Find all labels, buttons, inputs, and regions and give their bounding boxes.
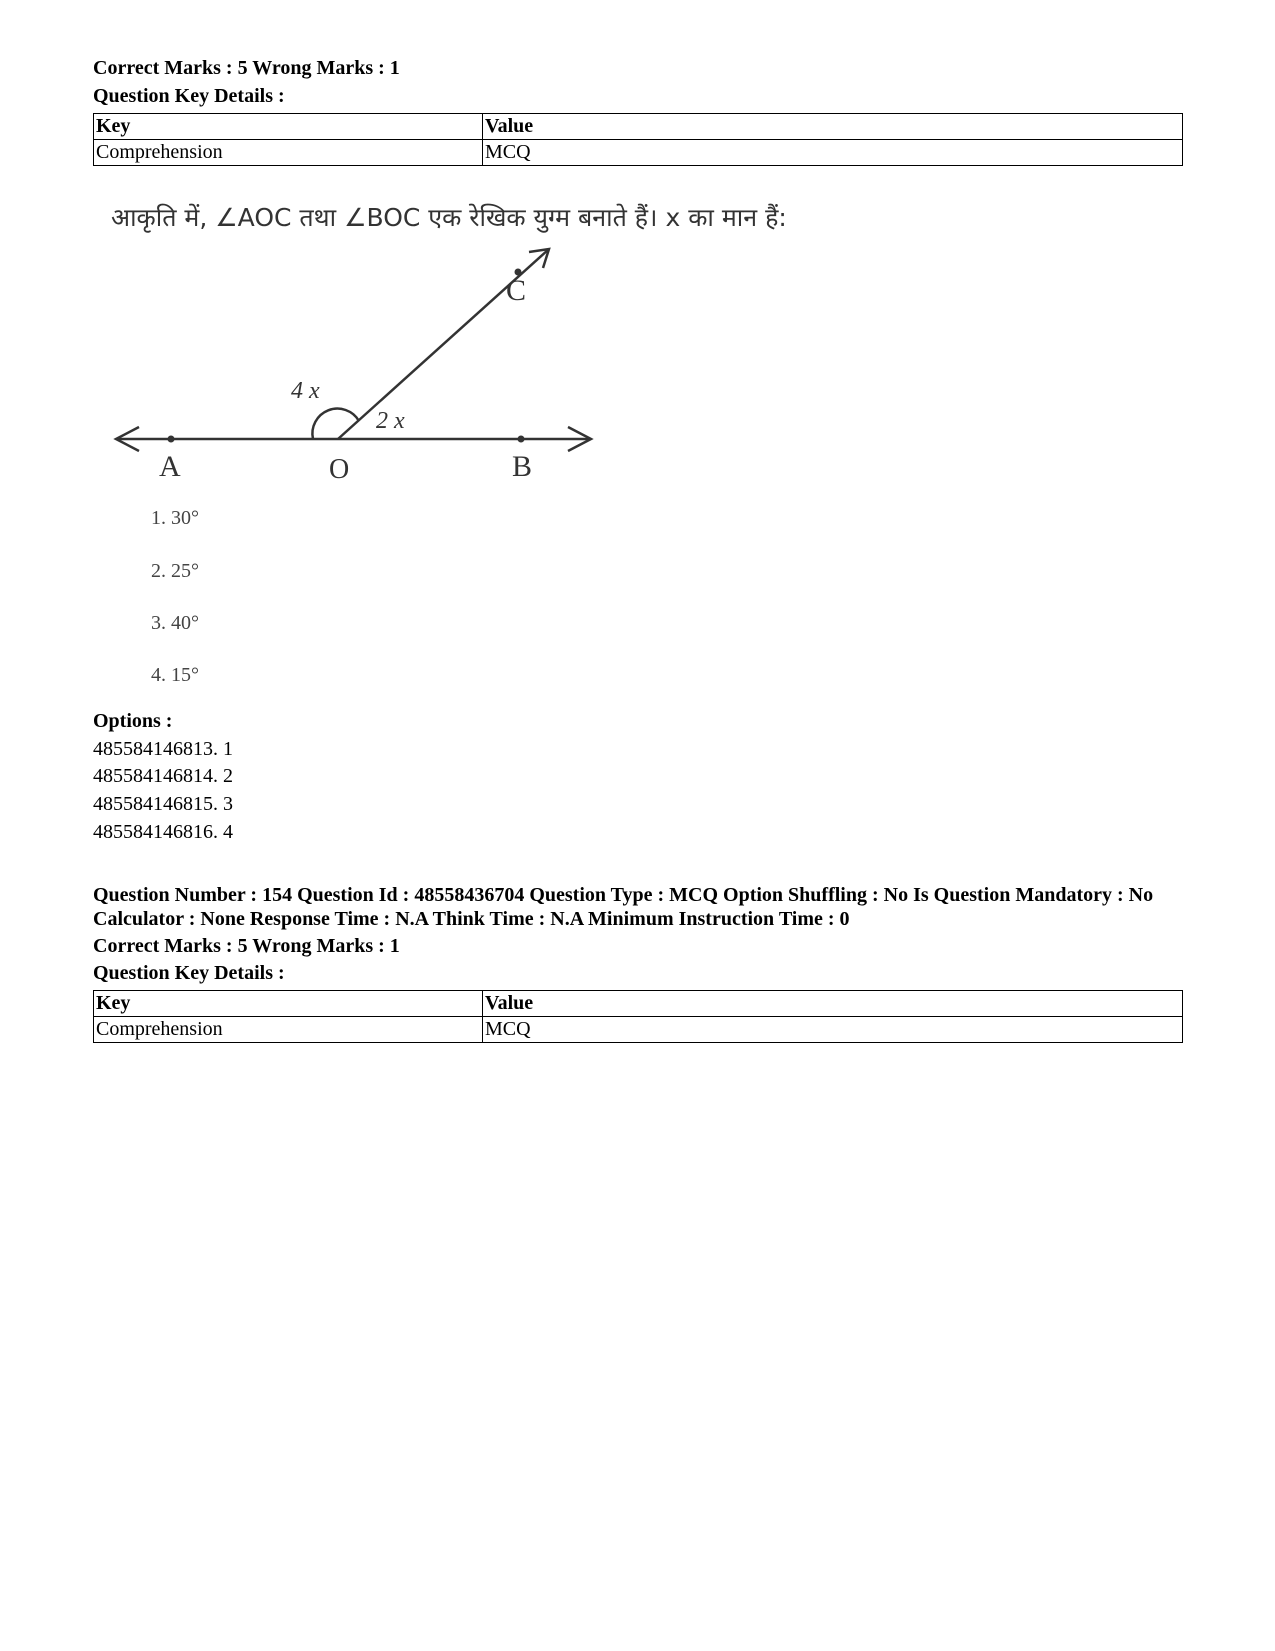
- option-item: 485584146814. 2: [93, 765, 233, 787]
- label-angle-2x: 2 x: [376, 408, 405, 434]
- option-item: 485584146813. 1: [93, 738, 233, 760]
- table-header-row: [94, 114, 1183, 140]
- choice-item: 4. 15°: [151, 664, 199, 686]
- correct-wrong-marks: Correct Marks : 5 Wrong Marks : 1: [93, 57, 400, 79]
- table-header-value: Value: [483, 114, 1183, 140]
- question-figure: [111, 200, 787, 720]
- table-header-key: Key: [94, 991, 483, 1017]
- option-item: 485584146816. 4: [93, 821, 233, 843]
- linear-pair-diagram: [111, 240, 751, 540]
- table-row: [94, 1017, 1183, 1043]
- point-b: [518, 436, 525, 443]
- choice-item: 2. 25°: [151, 560, 199, 582]
- table-header-row: [94, 991, 1183, 1017]
- option-item: 485584146815. 3: [93, 793, 233, 815]
- table-cell-value: MCQ: [483, 140, 1183, 166]
- question-key-table: [93, 990, 1183, 1043]
- correct-wrong-marks: Correct Marks : 5 Wrong Marks : 1: [93, 935, 400, 957]
- choice-item: 1. 30°: [151, 507, 199, 529]
- question-key-details-label: Question Key Details :: [93, 85, 285, 107]
- table-row: [94, 140, 1183, 166]
- label-angle-4x: 4 x: [291, 378, 320, 404]
- question-meta: Question Number : 154 Question Id : 48558436704 Question Type : MCQ Option Shuffling : No Is Question Mandatory : No Calculator : None Response Time : N.A Think Time : N.A Minimum Instruction Time : 0: [93, 884, 1154, 930]
- point-a: [168, 436, 175, 443]
- label-a: A: [159, 450, 181, 483]
- label-b: B: [512, 450, 533, 483]
- question-text: आकृति में, ∠AOC तथा ∠BOC एक रेखिक युग्म बनाते हैं। x का मान हैं:: [111, 203, 787, 232]
- label-o: O: [329, 454, 350, 485]
- table-header-key: Key: [94, 114, 483, 140]
- table-cell-key: Comprehension: [94, 1017, 483, 1043]
- options-label: Options :: [93, 710, 173, 732]
- label-c: C: [506, 274, 527, 307]
- angle-arc: [312, 409, 359, 439]
- question-key-table: [93, 113, 1183, 166]
- table-cell-value: MCQ: [483, 1017, 1183, 1043]
- choice-item: 3. 40°: [151, 612, 199, 634]
- question-key-details-label: Question Key Details :: [93, 962, 285, 984]
- table-cell-key: Comprehension: [94, 140, 483, 166]
- table-header-value: Value: [483, 991, 1183, 1017]
